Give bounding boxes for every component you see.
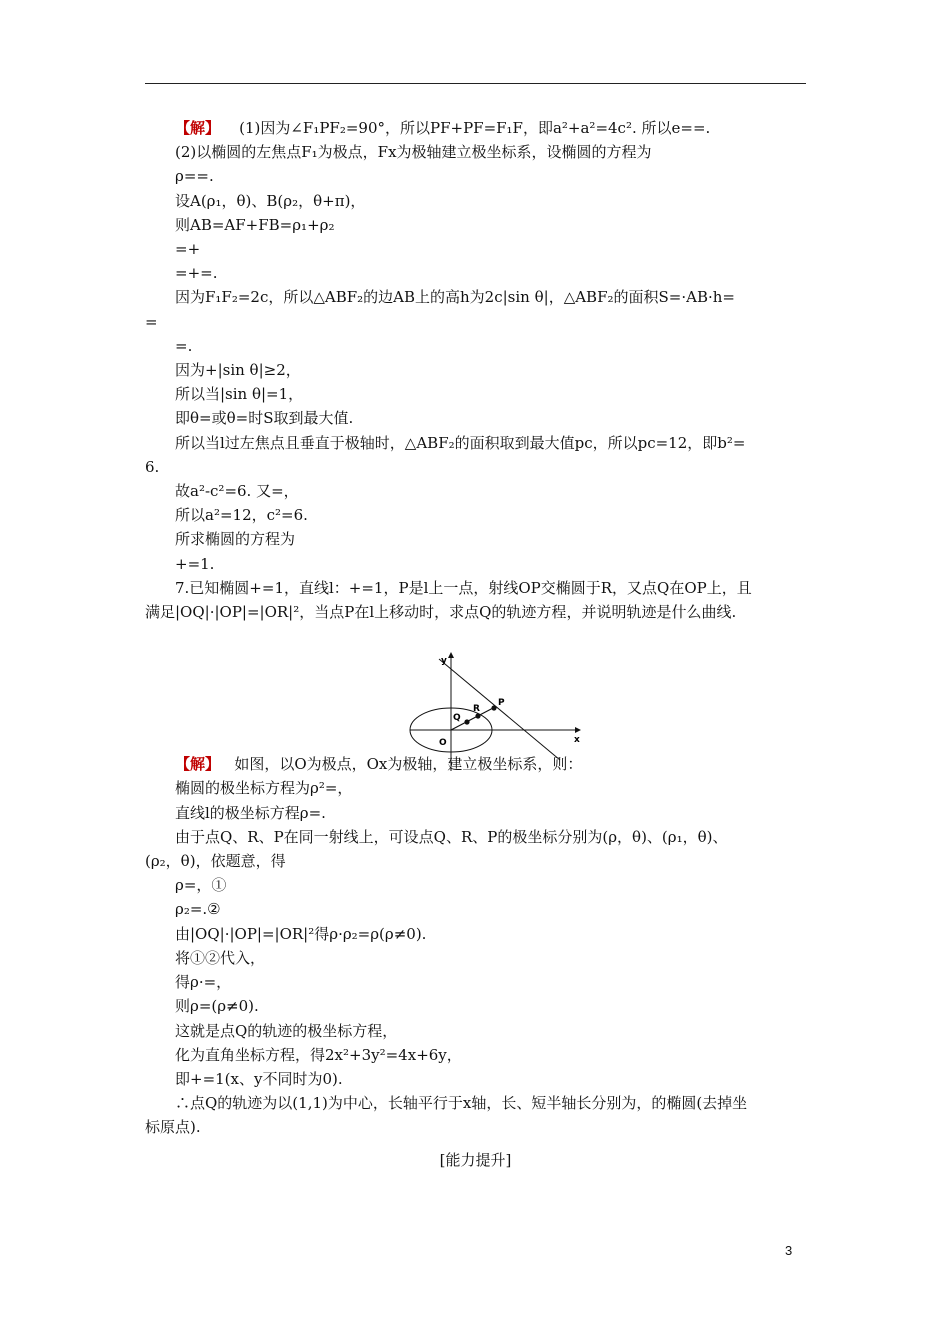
point-q: [464, 719, 469, 724]
label-q: Q: [453, 713, 461, 723]
solution-2-line-12: 化为直角坐标方程，得2x²+3y²=4x+6y，: [175, 1045, 462, 1064]
solution-1-line-5: =+: [175, 240, 201, 259]
solution-1-line-18: +=1.: [175, 554, 215, 573]
label-p: P: [498, 698, 505, 708]
solution-1-line-8: =: [145, 312, 158, 331]
header-rule: [145, 83, 806, 84]
solution-2-line-6: ρ₂=.②: [175, 900, 221, 919]
solution-1-line-12: 即θ=或θ=时S取到最大值.: [175, 409, 354, 428]
label-o: O: [439, 738, 447, 748]
point-r: [475, 713, 480, 718]
solution-tag: 【解】: [175, 119, 221, 137]
solution-1-line-6: =+=.: [175, 264, 218, 283]
solution-2-line-3: 由于点Q、R、P在同一射线上，可设点Q、R、P的极坐标分别为(ρ，θ)、(ρ₁，θ)、: [175, 827, 728, 846]
solution-2-line-2: 直线l的极坐标方程ρ=.: [175, 803, 326, 822]
solution-1-line-15: 故a²-c²=6. 又=，: [175, 482, 299, 501]
label-x: x: [574, 735, 580, 745]
solution-1-line-4: 则AB=AF+FB=ρ₁+ρ₂: [175, 215, 335, 234]
document-body: [145, 116, 806, 1172]
solution-2-line-7: 由|OQ|·|OP|=|OR|²得ρ·ρ₂=ρ(ρ≠0).: [175, 924, 427, 943]
solution-1-line-2: ρ==.: [175, 167, 214, 186]
solution-1-line-14: 6.: [145, 457, 160, 476]
solution-2-line-11: 这就是点Q的轨迹的极坐标方程，: [175, 1021, 398, 1040]
section-title: [能力提升]: [439, 1150, 512, 1169]
solution-1-line-17: 所求椭圆的方程为: [175, 530, 296, 549]
solution-1-line-7: 因为F₁F₂=2c，所以△ABF₂的边AB上的高h为2c|sin θ|，△ABF₂的面积S=·AB·h=: [175, 288, 735, 307]
ellipse-figure: [405, 649, 585, 774]
solution-1-line-9: =.: [175, 336, 193, 355]
solution-1-line-10: 因为+|sin θ|≥2，: [175, 361, 301, 380]
solution-1-line-13: 所以当l过左焦点且垂直于极轴时，△ABF₂的面积取到最大值pc，所以pc=12，即b²=: [175, 433, 746, 452]
solution-tag-2: 【解】: [175, 755, 221, 774]
solution-1-line-16: 所以a²=12，c²=6.: [175, 506, 308, 525]
solution-1-line-0: 【解】 (1)因为∠F₁PF₂=90°，所以PF+PF=F₁F，即a²+a²=4c². 所以e==.: [175, 119, 711, 137]
solution-2-line-5: ρ=，①: [175, 876, 227, 895]
solution-2-line-1: 椭圆的极坐标方程为ρ²=，: [175, 779, 353, 798]
solution-1-line-3: 设A(ρ₁，θ)、B(ρ₂，θ+π)，: [175, 191, 366, 210]
solution-2-line-13: 即+=1(x、y不同时为0).: [175, 1069, 343, 1088]
point-p: [491, 705, 496, 710]
solution-2-line-10: 则ρ=(ρ≠0).: [175, 997, 259, 1016]
solution-1-line-11: 所以当|sin θ|=1，: [175, 385, 304, 404]
page-number: 3: [785, 1243, 793, 1258]
solution-2-line-8: 将①②代入，: [175, 948, 266, 967]
solution-1-line-1: (2)以椭圆的左焦点F₁为极点，Fx为极轴建立极坐标系，设椭圆的方程为: [175, 143, 652, 162]
solution-2-line-14: ∴点Q的轨迹为以(1,1)为中心，长轴平行于x轴，长、短半轴长分别为，的椭圆(去掉坐: [175, 1094, 748, 1113]
solution-2-line-0: 【解】 如图，以O为极点，Ox为极轴，建立极坐标系，则：: [175, 755, 583, 774]
problem-7-line-0: 7.已知椭圆+=1，直线l：+=1，P是l上一点，射线OP交椭圆于R，又点Q在OP上，且: [175, 578, 752, 597]
solution-2-line-4: (ρ₂，θ)，依题意，得: [145, 852, 286, 871]
label-y: y: [441, 656, 447, 666]
line-l: [439, 659, 560, 760]
problem-7-line-1: 满足|OQ|·|OP|=|OR|²，当点P在l上移动时，求点Q的轨迹方程，并说明轨迹是什么曲线.: [145, 603, 737, 622]
label-r: R: [473, 704, 480, 714]
solution-2-line-9: 得ρ·=，: [175, 973, 232, 992]
solution-2-line-15: 标原点).: [145, 1118, 201, 1137]
